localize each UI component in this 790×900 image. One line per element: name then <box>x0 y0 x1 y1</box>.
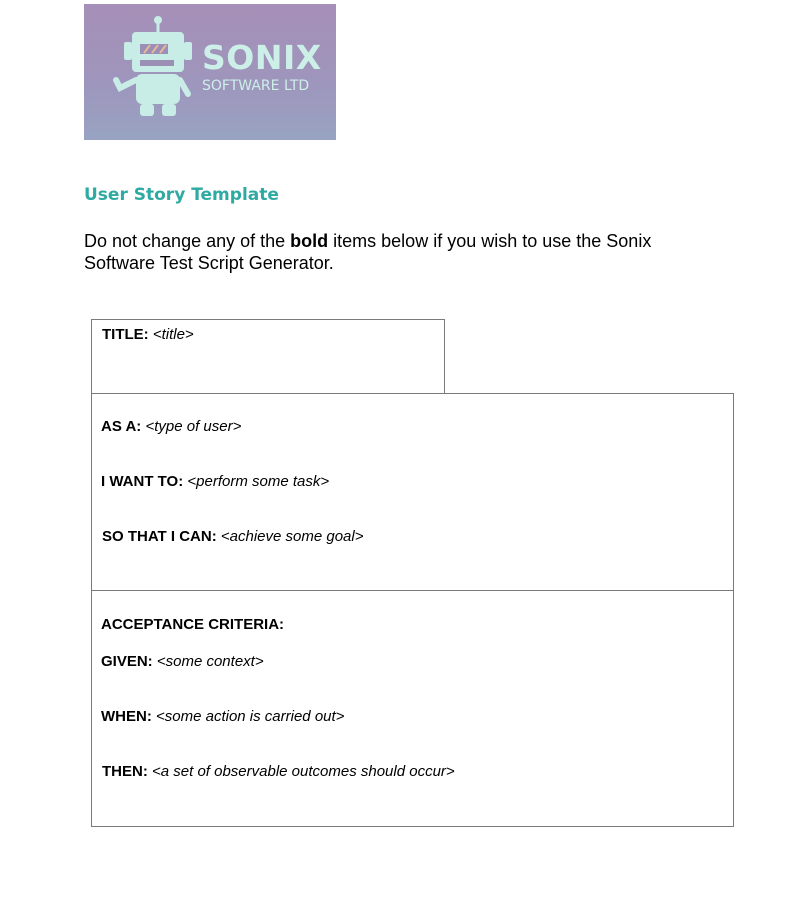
i-want-to-value: <perform some task> <box>187 473 330 490</box>
acceptance-criteria-label: ACCEPTANCE CRITERIA: <box>101 616 285 633</box>
title-label: TITLE: <box>102 326 149 343</box>
intro-text-before: Do not change any of the <box>84 231 291 251</box>
title-value: <title> <box>152 326 194 343</box>
acceptance-criteria-heading <box>101 616 284 633</box>
title-line <box>102 326 194 343</box>
intro-text-after: items below if you wish to use the Sonix Software Test Script Generator. <box>84 231 652 273</box>
when-value: <some action is carried out> <box>156 708 345 725</box>
so-that-i-can-label: SO THAT I CAN: <box>102 528 217 545</box>
so-that-i-can-line <box>102 528 364 545</box>
as-a-line <box>101 418 241 435</box>
page-heading: User Story Template <box>84 185 279 205</box>
then-value: <a set of observable outcomes should occur> <box>152 763 455 780</box>
company-logo <box>84 4 336 140</box>
given-line <box>101 653 264 670</box>
so-that-i-can-value: <achieve some goal> <box>220 528 364 545</box>
user-story-box <box>91 393 734 591</box>
then-label: THEN: <box>102 763 148 780</box>
intro-paragraph <box>84 230 704 274</box>
as-a-value: <type of user> <box>145 418 242 435</box>
logo-name: SONIX <box>202 38 322 77</box>
i-want-to-label: I WANT TO: <box>101 473 184 490</box>
title-box <box>91 319 445 394</box>
given-value: <some context> <box>156 653 264 670</box>
intro-bold-word: bold <box>290 231 329 251</box>
when-line <box>101 708 344 725</box>
as-a-label: AS A: <box>101 418 142 435</box>
acceptance-criteria-box <box>91 590 734 827</box>
given-label: GIVEN: <box>101 653 153 670</box>
i-want-to-line <box>101 473 329 490</box>
then-line <box>102 763 455 780</box>
when-label: WHEN: <box>101 708 152 725</box>
logo-subtitle: SOFTWARE LTD <box>202 78 310 94</box>
